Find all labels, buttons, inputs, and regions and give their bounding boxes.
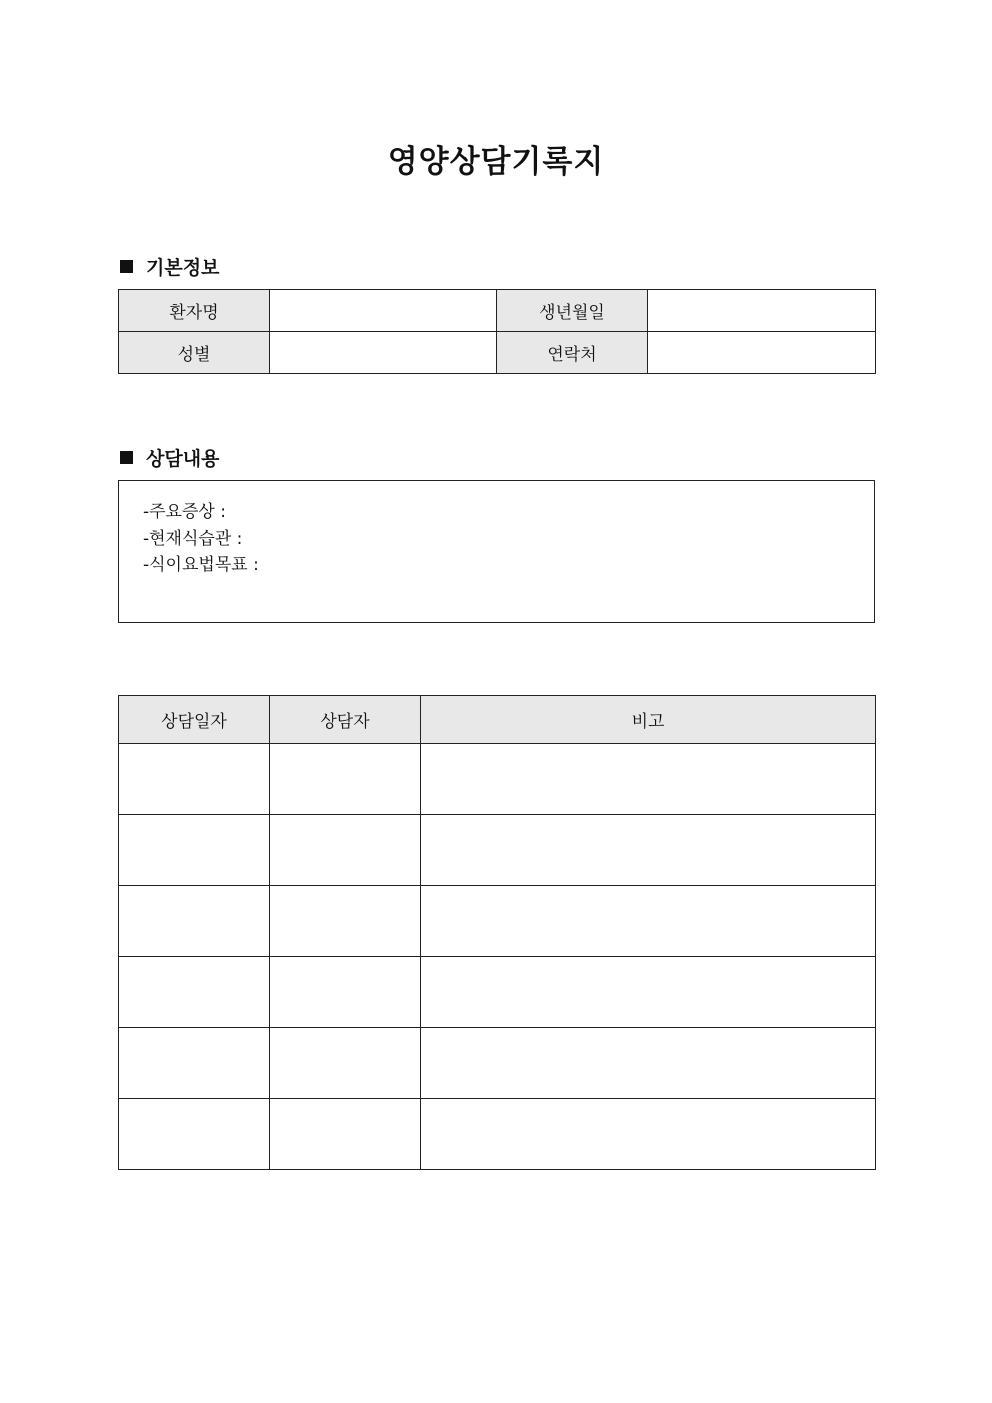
page-title: 영양상담기록지	[387, 144, 605, 180]
remarks-cell[interactable]	[421, 815, 876, 886]
consult-date-cell[interactable]	[119, 1099, 270, 1170]
counselor-cell[interactable]	[270, 815, 421, 886]
basic-info-heading	[120, 253, 219, 280]
diet-goal-line: -식이요법목표 :	[143, 555, 259, 575]
table-row	[119, 1028, 876, 1099]
gender-field[interactable]	[270, 332, 497, 374]
remarks-cell[interactable]	[421, 886, 876, 957]
table-row	[119, 815, 876, 886]
counselor-cell[interactable]	[270, 957, 421, 1028]
contact-field[interactable]	[648, 332, 876, 374]
square-bullet-icon	[120, 260, 133, 273]
square-bullet-icon	[120, 451, 133, 464]
consult-date-cell[interactable]	[119, 957, 270, 1028]
table-row	[119, 744, 876, 815]
counselor-cell[interactable]	[270, 1099, 421, 1170]
consult-date-cell[interactable]	[119, 744, 270, 815]
remarks-header: 비고	[421, 696, 876, 744]
patient-name-field[interactable]	[270, 290, 497, 332]
remarks-cell[interactable]	[421, 1099, 876, 1170]
birthdate-field[interactable]	[648, 290, 876, 332]
contact-label: 연락처	[497, 332, 648, 374]
current-eating-habit-line: -현재식습관 :	[143, 528, 243, 549]
counselor-header: 상담자	[270, 696, 421, 744]
table-row	[119, 332, 876, 374]
patient-name-label: 환자명	[119, 290, 270, 332]
table-row	[119, 886, 876, 957]
consult-date-cell[interactable]	[119, 1028, 270, 1099]
consult-heading	[120, 444, 219, 471]
table-row	[119, 1099, 876, 1170]
consult-date-header: 상담일자	[119, 696, 270, 744]
remarks-cell[interactable]	[421, 957, 876, 1028]
remarks-cell[interactable]	[421, 1028, 876, 1099]
basic-info-table	[118, 289, 876, 374]
main-symptom-line: -주요증상 :	[143, 502, 226, 522]
gender-label: 성별	[119, 332, 270, 374]
consult-log-table	[118, 695, 876, 1170]
birthdate-label: 생년월일	[497, 290, 648, 332]
consult-date-cell[interactable]	[119, 886, 270, 957]
counselor-cell[interactable]	[270, 1028, 421, 1099]
table-header-row	[119, 696, 876, 744]
consult-heading-label: 상담내용	[146, 448, 220, 470]
consult-date-cell[interactable]	[119, 815, 270, 886]
basic-info-heading-label: 기본정보	[146, 257, 220, 279]
consult-content-box[interactable]	[118, 480, 875, 623]
table-row	[119, 290, 876, 332]
remarks-cell[interactable]	[421, 744, 876, 815]
counselor-cell[interactable]	[270, 886, 421, 957]
table-row	[119, 957, 876, 1028]
counselor-cell[interactable]	[270, 744, 421, 815]
